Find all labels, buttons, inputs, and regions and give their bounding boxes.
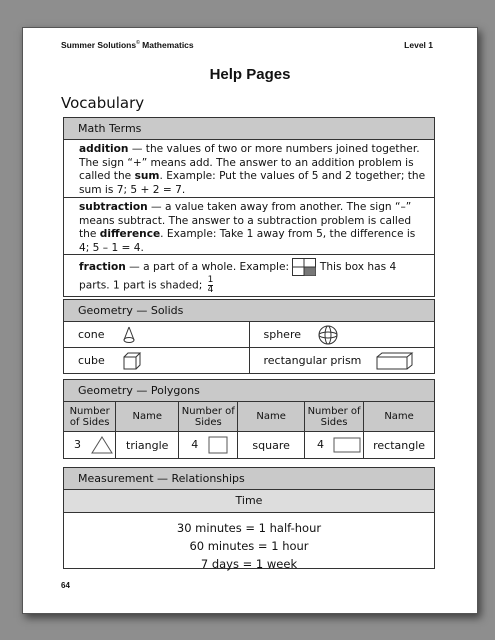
book-title: Summer Solutions© Mathematics (61, 40, 194, 50)
measurement-box (63, 467, 435, 569)
polygons-box (63, 379, 435, 459)
time-line: 60 minutes = 1 hour (189, 539, 309, 553)
triangle-icon (91, 436, 113, 454)
term-subtraction: subtraction — a value taken away from another. The sign “–” means subtract. The answer to a subtraction problem is called the difference. Example: Take 1 away from 5, the difference is 4; 5 – 1 = 4. (64, 197, 434, 254)
time-heading: Time (64, 490, 434, 513)
col-header-name: Name (116, 402, 179, 432)
cone-icon (122, 326, 136, 344)
polygon-name-square: square (238, 432, 305, 459)
polygon-sides-rectangle: 4 (304, 432, 363, 459)
time-line: 30 minutes = 1 half-hour (176, 521, 322, 535)
solid-sphere: sphere (249, 322, 434, 348)
sphere-icon (317, 325, 339, 345)
solids-box (63, 299, 435, 374)
col-header-sides: Number of Sides (64, 402, 116, 432)
col-header-name: Name (364, 402, 434, 432)
col-header-sides: Number of Sides (304, 402, 363, 432)
page-number: 64 (61, 581, 70, 590)
term-addition: addition — the values of two or more numbers joined together. The sign “+” means add. The answer to an addition problem is called the sum. Example: Put the values of 5 and 2 together; the sum is 7; 5 + 2 = 7. (79, 143, 426, 196)
col-header-sides: Number of Sides (179, 402, 238, 432)
measurement-heading: Measurement — Relationships (64, 468, 434, 490)
polygon-name-triangle: triangle (116, 432, 179, 459)
fraction-one-fourth: $\frac{1}{4}$ (207, 275, 214, 295)
polygon-name-rectangle: rectangle (364, 432, 434, 459)
rectangular-prism-icon (375, 351, 415, 371)
level-label: Level 1 (404, 40, 433, 50)
cube-icon (122, 351, 142, 371)
rectangle-icon (333, 437, 361, 453)
solid-rectangular-prism: rectangular prism (249, 348, 434, 374)
solid-cone: cone (64, 322, 249, 348)
time-line: 7 days = 1 week (200, 557, 298, 571)
solids-heading: Geometry — Solids (64, 300, 434, 322)
polygon-sides-triangle: 3 (64, 432, 116, 459)
col-header-name: Name (238, 402, 305, 432)
fraction-box-icon (292, 258, 316, 276)
square-icon (208, 436, 228, 454)
term-fraction: fraction — a part of a whole. Example: This box has 4 parts. 1 part is shaded; $\frac{1}{4}$ (64, 254, 434, 296)
math-terms-heading: Math Terms (64, 118, 434, 140)
polygon-sides-square: 4 (179, 432, 238, 459)
math-terms-box (63, 117, 435, 297)
polygons-heading: Geometry — Polygons (64, 380, 434, 402)
section-title: Vocabulary (61, 94, 145, 112)
time-relationships (64, 513, 434, 573)
workbook-page (22, 27, 478, 614)
page-title: Help Pages (209, 66, 291, 83)
solid-cube: cube (64, 348, 249, 374)
